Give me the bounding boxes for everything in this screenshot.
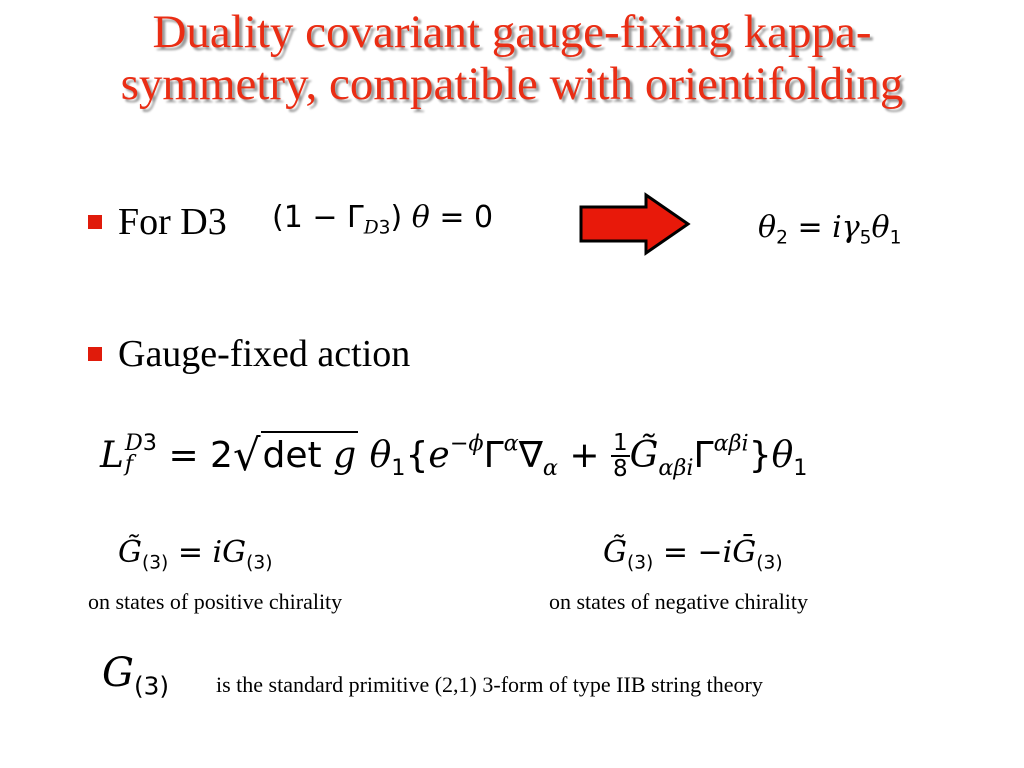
- bullet-for-d3: [88, 200, 227, 244]
- right-arrow-icon: [578, 192, 692, 256]
- square-bullet-icon: [88, 347, 102, 361]
- kappa-projector-equation: $(1 - \Gamma_{D3})$ θ = 0: [272, 200, 494, 239]
- title-line-2: symmetry, compatible with orientifolding: [120, 58, 904, 110]
- g3-description: is the standard primitive (2,1) 3-form of type IIB string theory: [216, 672, 763, 697]
- g3-symbol: $G_{(3)}$: [102, 650, 170, 701]
- positive-chirality-equation: $G̃_{(3)} = iG_{(3)}$: [118, 535, 273, 574]
- negative-chirality-caption: on states of negative chirality: [549, 589, 809, 614]
- negative-chirality-equation: $G̃_{(3)}$ = −iḠ$_{(3)}$: [603, 535, 783, 574]
- bullet-gauge-fixed-action: [88, 332, 410, 376]
- slide-title: [20, 6, 1004, 110]
- square-bullet-icon: [88, 215, 102, 229]
- title-line-1: Duality covariant gauge-fixing kappa-: [152, 6, 872, 58]
- gauge-fixed-lagrangian: L D3 f = 2√det g $\theta_1\{e^{-\phi}\Gamma^\alpha\nabla_\alpha$ + $\frac{1}{8}$ $G̃_{\alpha\beta i}\Gamma^{\alpha\beta i}\}\theta_1$: [100, 429, 808, 482]
- bullet-gauge-fixed-action-label: Gauge-fixed action: [118, 333, 411, 375]
- positive-chirality-caption: on states of positive chirality: [88, 589, 343, 614]
- bullet-for-d3-label: For D3: [118, 201, 227, 243]
- gauge-condition-equation: $\theta_2 = i\gamma_5\theta_1$: [758, 210, 902, 249]
